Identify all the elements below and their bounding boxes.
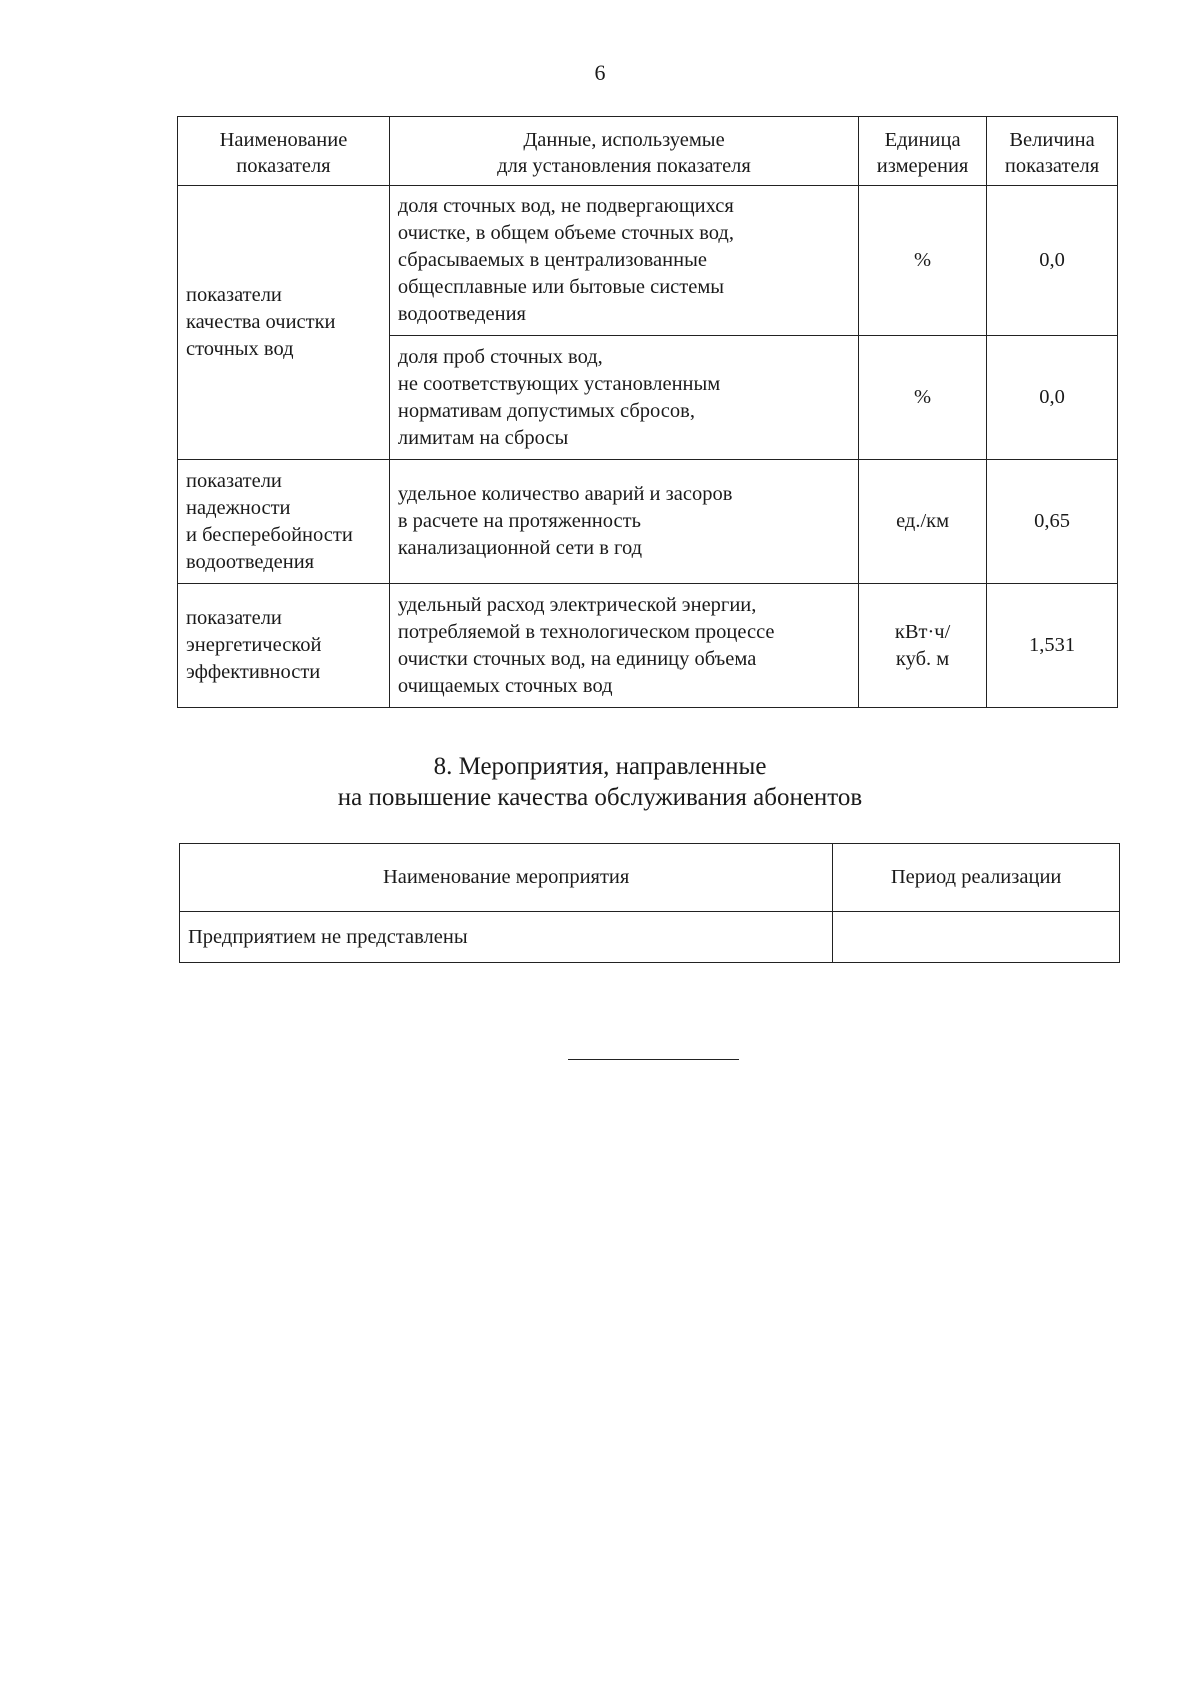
end-divider — [568, 1059, 739, 1060]
header-unit: Единица измерения — [859, 117, 987, 186]
indicator-name-cell: показатели качества очистки сточных вод — [178, 186, 390, 460]
section-title-line2: на повышение качества обслуживания абонентов — [337, 784, 863, 811]
measures-table — [179, 843, 1120, 963]
section-title — [0, 751, 1200, 813]
value-cell: 0,0 — [987, 186, 1118, 336]
unit-cell: % — [859, 336, 987, 460]
table-row — [178, 584, 1118, 708]
table-row — [178, 460, 1118, 584]
table-row — [180, 912, 1120, 963]
page-number: 6 — [594, 60, 606, 85]
header-indicator-name: Наименование показателя — [178, 117, 390, 186]
header-value: Величина показателя — [987, 117, 1118, 186]
value-cell: 0,65 — [987, 460, 1118, 584]
value-cell: 1,531 — [987, 584, 1118, 708]
header-indicator-data: Данные, используемые для установления показателя — [389, 117, 858, 186]
indicator-name-cell: показатели энергетической эффективности — [178, 584, 390, 708]
value-cell: 0,0 — [987, 336, 1118, 460]
indicators-header-row — [178, 117, 1118, 186]
measure-period-cell — [833, 912, 1120, 963]
indicator-data-cell: удельное количество аварий и засоров в расчете на протяженность канализационной сети в год — [389, 460, 858, 584]
unit-cell: % — [859, 186, 987, 336]
unit-cell: кВт·ч/ куб. м — [859, 584, 987, 708]
table-row — [178, 186, 1118, 336]
indicator-name-cell: показатели надежности и бесперебойности водоотведения — [178, 460, 390, 584]
indicator-data-cell: удельный расход электрической энергии, потребляемой в технологическом процессе очистки сточных вод, на единицу объема очищаемых сточных вод — [389, 584, 858, 708]
measures-header-row — [180, 844, 1120, 912]
header-period: Период реализации — [833, 844, 1120, 912]
indicators-table — [177, 116, 1118, 708]
section-title-line1: 8. Мероприятия, направленные — [433, 753, 767, 780]
indicator-data-cell: доля сточных вод, не подвергающихся очистке, в общем объеме сточных вод, сбрасываемых в централизованные общесплавные или бытовые системы водоотведения — [389, 186, 858, 336]
header-measure-name: Наименование мероприятия — [180, 844, 833, 912]
measure-name-cell: Предприятием не представлены — [180, 912, 833, 963]
indicator-data-cell: доля проб сточных вод, не соответствующих установленным нормативам допустимых сбросов, лимитам на сбросы — [389, 336, 858, 460]
unit-cell: ед./км — [859, 460, 987, 584]
